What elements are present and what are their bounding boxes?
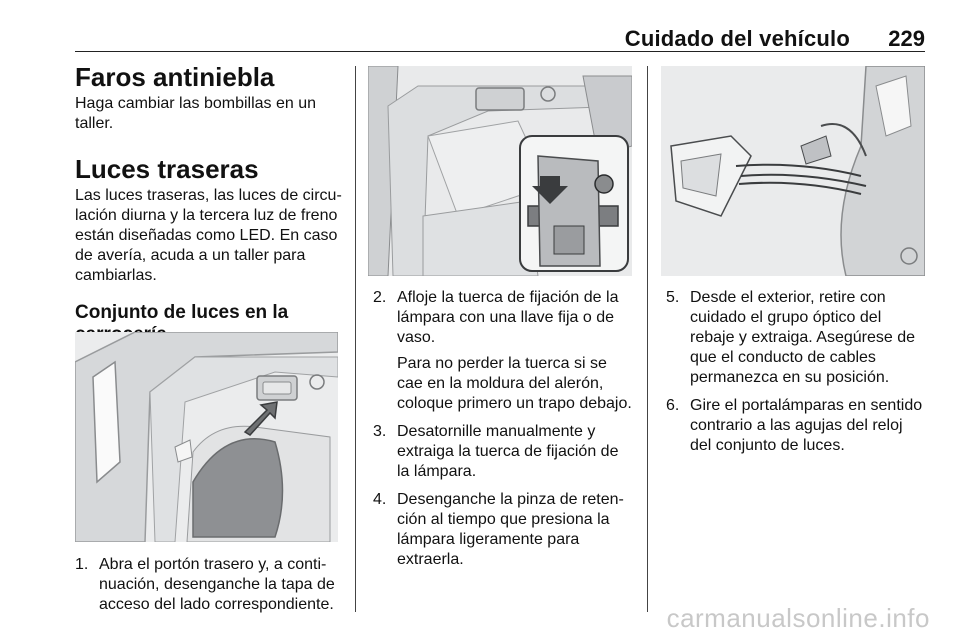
fog-lights-text: Haga cambiar las bombillas en un taller. — [75, 95, 317, 132]
column-1 — [75, 62, 343, 346]
step-3-text: Desatornille manualmente y extraiga la tuerca de fijación de la lámpara. — [397, 423, 619, 480]
column-divider-2 — [647, 66, 648, 612]
site-watermark: carmanualsonline.info — [666, 603, 930, 633]
rear-lights-text: Las luces traseras, las luces de circu-lación diurna y la tercera luz de freno están diseñadas como LED. En caso de avería, acuda a un taller para cambiarlas. — [75, 187, 342, 284]
step-4-number: 4. — [373, 491, 387, 508]
step-2-number: 2. — [373, 289, 387, 306]
step-6-text: Gire el portalámparas en sentido contrario a las agujas del reloj del conjunto de luces. — [690, 397, 923, 454]
steps-list-3 — [666, 288, 928, 456]
column-divider-1 — [355, 66, 356, 612]
column-1-steps — [75, 555, 343, 623]
step-6-number: 6. — [666, 397, 680, 414]
steps-list-1 — [75, 555, 343, 615]
step-5-number: 5. — [666, 289, 680, 306]
column-3-steps — [666, 288, 928, 464]
running-header — [75, 26, 925, 54]
step-3-number: 3. — [373, 423, 387, 440]
page-number: 229 — [888, 26, 925, 51]
body-lights-heading: Conjunto de luces en la — [75, 302, 289, 323]
fog-lights-heading: Faros antiniebla — [75, 62, 275, 92]
step-5-text: Desde el exterior, retire con cuidado el grupo óptico del rebaje y extraiga. Asegúrese de que el conducto de cables permanezca en su posición. — [690, 289, 916, 386]
header-rule — [75, 51, 925, 52]
step-2 — [373, 288, 635, 414]
section-title: Cuidado del vehículo — [624, 26, 850, 51]
step-1-text: Abra el portón trasero y, a conti-nuación, desenganche la tapa de acceso del lado correspondiente. — [99, 556, 335, 613]
column-2-steps — [373, 288, 635, 578]
step-1 — [75, 555, 343, 615]
trunk-access-cover-illustration — [75, 332, 338, 542]
step-2-note: Para no perder la tuerca si se cae en la moldura del alerón, coloque primero un trapo debajo. — [397, 355, 632, 412]
step-4-text: Desenganche la pinza de reten-ción al tiempo que presiona la lámpara ligeramente para extraerla. — [397, 491, 624, 568]
rear-lights-heading: Luces traseras — [75, 154, 259, 184]
step-5 — [666, 288, 928, 388]
step-2-text: Afloje la tuerca de fijación de la lámpara con una llave fija o de vaso. — [397, 289, 619, 346]
nut-removal-illustration — [368, 66, 632, 276]
step-1-number: 1. — [75, 556, 89, 573]
step-3 — [373, 422, 635, 482]
step-6 — [666, 396, 928, 456]
step-4 — [373, 490, 635, 570]
steps-list-2 — [373, 288, 635, 570]
light-assembly-removal-illustration — [661, 66, 925, 276]
